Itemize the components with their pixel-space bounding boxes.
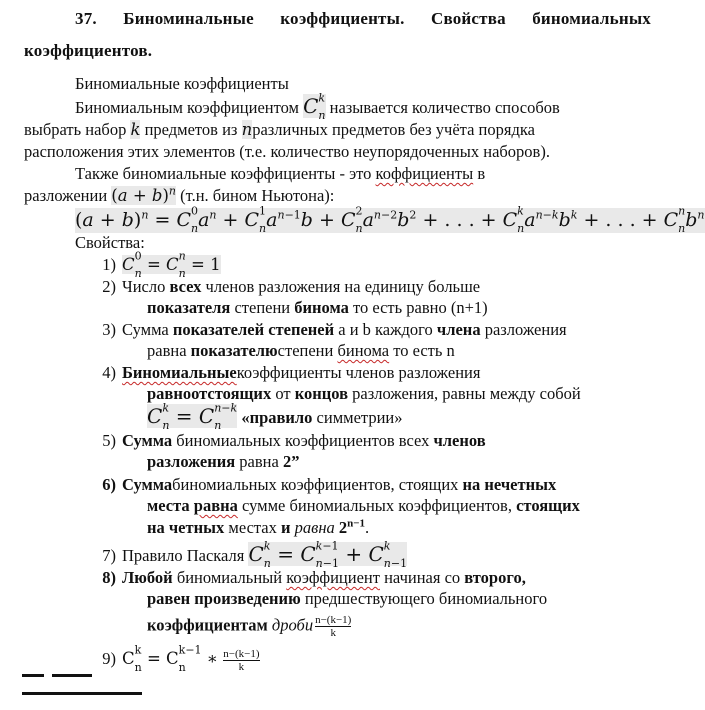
list-item: 1) $C^0$ $_n = C^n$ $_n$ = 1 — [102, 248, 221, 280]
list-item-continued: равна показателюстепени бинома то есть n — [147, 341, 455, 360]
properties-title: Свойства: — [75, 233, 145, 252]
definition-line-3: расположения этих элементов (т.е. количество неупорядоченных наборов). — [24, 142, 550, 161]
list-item-continued: коэффициентам дроби $\frac{n-(k-1)}{k}$ — [147, 614, 352, 639]
definition-line-1: Биномиальным коэффициентом $C^k$ $_n$ называется количество способов — [75, 90, 560, 122]
list-item-continued: разложения равна 2” — [147, 452, 300, 471]
section-heading: 37. Биноминальные коэффициенты. Свойства биномиальных — [75, 9, 651, 28]
list-item-continued: показателя степени бинома то есть равно (n+1) — [147, 298, 488, 317]
list-item: 2) Число всех членов разложения на единицу больше — [102, 277, 481, 296]
list-item: 8) Любой биномиальный коэффициент начиная со второго, — [102, 568, 526, 587]
newton-binomial-formula: $(a + b)^n = C^0$ $_na^n + C^1$ $_na^{n-1}b + C^2$ $_na^{n-2}b^2$ + . . . + $C^k$ $_na^{n-k}b^k$ + . . . + $C^n$ $_nb^n$ — [75, 204, 705, 236]
cropped-next-heading — [22, 674, 222, 680]
subsection-title: Биномиальные коэффициенты — [75, 74, 289, 93]
list-item-continued: $C^k$ $_n = C^{n-k}$ $_n$ «правило симметрии» — [147, 400, 403, 432]
section-heading-continued: коэффициентов. — [24, 41, 153, 60]
list-item: 3) Сумма показателей степеней а и b каждого члена разложения — [102, 320, 567, 339]
list-item-continued: равноотстоящих от концов разложения, равны между собой — [147, 384, 581, 403]
also-line-1: Также биномиальные коэффициенты - это коффициенты в — [75, 164, 486, 183]
list-item-continued: на четных местах и равна $2^{n-1}$. — [147, 517, 370, 537]
fraction: $\frac{n-(k-1)}{k}$ — [315, 614, 352, 639]
list-item: 9) $C^k$ $_n = C^{k-1}$ $_n$ ∗ $\frac{n-(k-1)}{k}$ — [102, 643, 260, 674]
fraction: $\frac{n-(k-1)}{k}$ — [223, 648, 260, 673]
list-item: 6) Суммабиномиальных коэффициентов, стоящих на нечетных — [102, 475, 557, 494]
also-line-2: разложении $(a + b)^n$ (т.н. бином Ньютона): — [24, 184, 335, 205]
list-item-continued: равен произведению предшествующего биномиального — [147, 589, 548, 608]
list-item: 5) Сумма биномиальных коэффициентов всех членов — [102, 431, 486, 450]
list-item: 4) Биномиальныекоэффициенты членов разложения — [102, 363, 481, 382]
list-item-continued: места равна сумме биномиальных коэффициентов, стоящих — [147, 496, 580, 515]
list-item: 7) Правило Паскаля $C^k$ $_n = C^{k-1}$ $_{n-1} + C^k$ $_{n-1}$ — [102, 538, 408, 570]
definition-line-2: выбрать набор k предметов из nразличных предметов без учёта порядка — [24, 120, 535, 139]
binomial-symbol: $C^k$ $_n$ — [303, 90, 326, 122]
